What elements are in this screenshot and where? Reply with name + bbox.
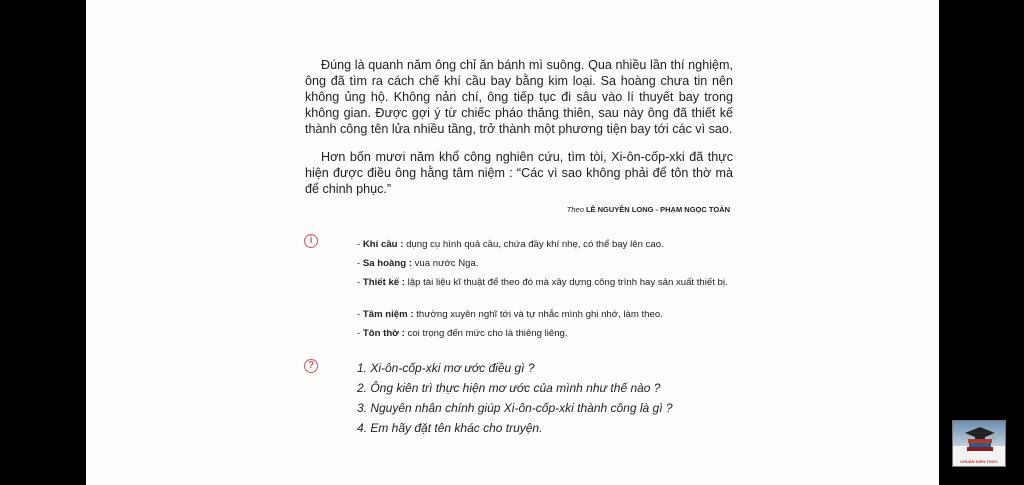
source-prefix: Theo [566,205,584,214]
gloss-definition: vua nước Nga. [414,258,479,269]
gloss-term: Tâm niệm : [362,309,414,320]
gloss-item: - Tâm niệm : thường xuyên nghĩ tới và tự nhắc mình ghi nhớ, làm theo. [357,309,663,320]
gloss-term: Khí cầu : [362,239,404,250]
gloss-term: Tôn thờ : [362,328,405,339]
gloss-item: - Tôn thờ : coi trọng đến mức cho là thiêng liêng. [357,328,568,339]
info-circle-icon: i [304,234,318,248]
logo-text: CHUẨN KIẾN THỨC [960,459,998,464]
gloss-item: - Thiết kế : lập tài liệu kĩ thuật để theo đó mà xây dựng công trình hay sản xuất thiết bị. [357,277,728,288]
question-item: 2. Ông kiên trì thực hiện mơ ước của mình như thế nào ? [357,381,661,395]
question-circle-icon: ? [304,359,318,373]
question-item: 1. Xi-ôn-cốp-xki mơ ước điều gì ? [357,361,535,375]
channel-logo[interactable] [952,420,1006,467]
textbook-page [86,0,939,485]
gloss-term: Thiết kế : [362,277,405,288]
question-item: 4. Em hãy đặt tên khác cho truyện. [357,421,543,435]
gloss-definition: coi trọng đến mức cho là thiêng liêng. [407,328,568,339]
gloss-item: - Khí cầu : dụng cụ hình quả cầu, chứa đầy khí nhẹ, có thể bay lên cao. [357,239,664,250]
gloss-definition: lập tài liệu kĩ thuật để theo đó mà xây dựng công trình hay sản xuất thiết bị. [407,277,728,288]
gloss-item: - Sa hoàng : vua nước Nga. [357,258,479,269]
gloss-definition: thường xuyên nghĩ tới và tự nhắc mình ghi nhớ, làm theo. [416,309,663,320]
gloss-term: Sa hoàng : [362,258,412,269]
question-item: 3. Nguyên nhân chính giúp Xi-ôn-cốp-xki thành công là gì ? [357,401,673,415]
gloss-definition: dụng cụ hình quả cầu, chứa đầy khí nhẹ, có thể bay lên cao. [406,239,664,250]
source-authors: LÊ NGUYÊN LONG - PHẠM NGỌC TOÀN [585,205,730,214]
story-paragraph-1: Đúng là quanh năm ông chỉ ăn bánh mì suông. Qua nhiều lần thí nghiệm, ông đã tìm ra cách chế khí cầu bay bằng kim loại. Sa hoàng chưa tin nên không ủng hộ. Không nản chí, ông tiếp tục đi sâu vào lí thuyết bay trong không gian. Được gợi ý từ chiếc pháo thăng thiên, sau này ông đã thiết kế thành công tên lửa nhiều tầng, trở thành một phương tiện bay tới các vì sao. [305,58,733,136]
story-source [305,205,730,214]
story-paragraph-2: Hơn bốn mươi năm khổ công nghiên cứu, tìm tòi, Xi-ôn-cốp-xki đã thực hiện được điều ông hằng tâm niệm : “Các vì sao không phải để tôn thờ mà để chinh phục.” [305,150,733,196]
